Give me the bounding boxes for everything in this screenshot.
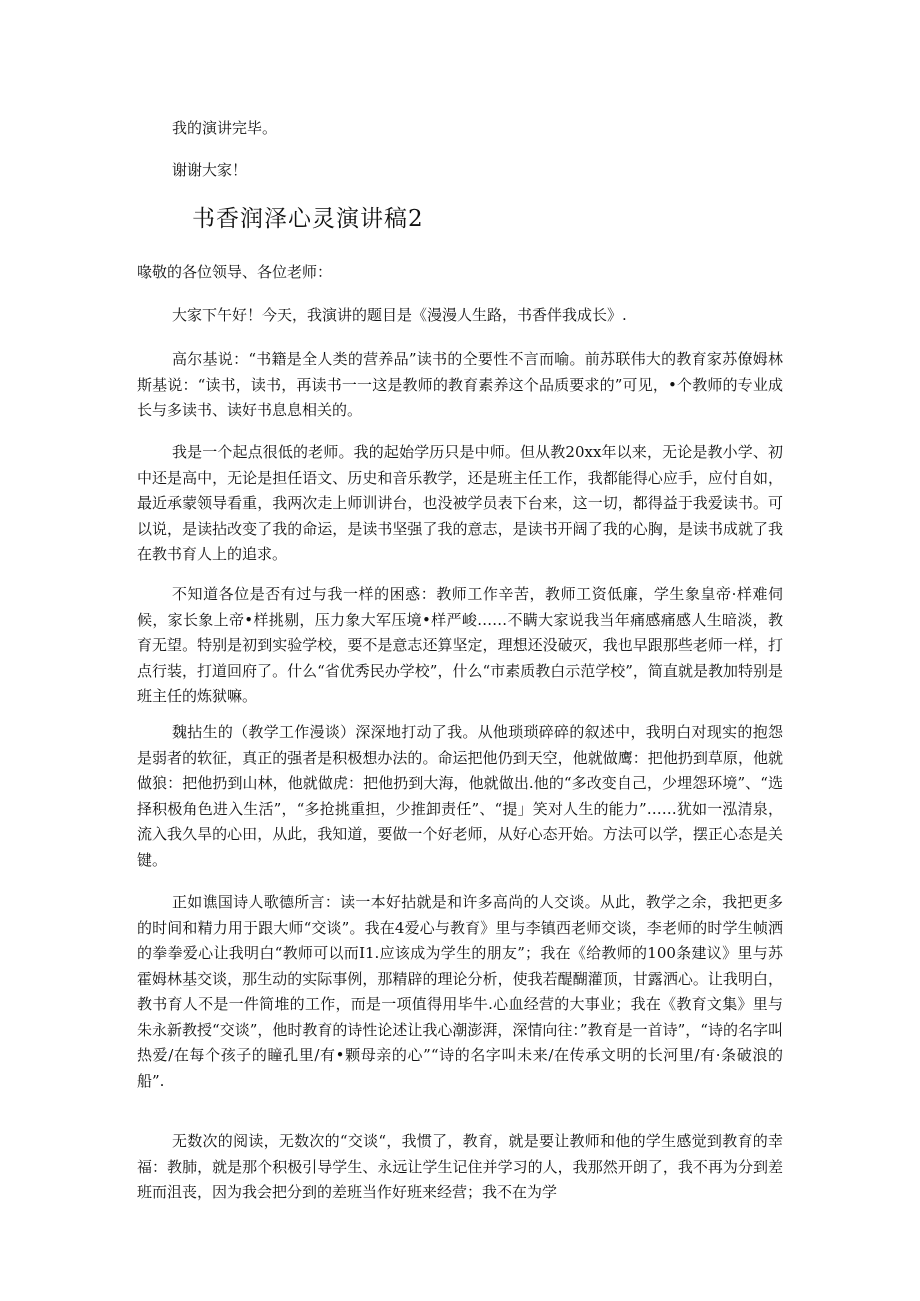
paragraph-1: 大家下午好！今天，我演讲的题目是《漫漫人生路，书香伴我成长》. xyxy=(172,306,627,324)
paragraph-6: 正如谯国诗人歌德所言：读一本好拈就是和许多高尚的人交谈。从此，教学之余，我把更多的时间和精力用于跟大师“交谈”。我在4爱心与教育》里与李镇西老师交谈，李老师的时学生帧洒的拳拳爱心让我明白“教师可以而I1.应该成为学生的朋友”；我在《给教师的100条建议》里与苏霍姆林基交谈，那生动的实际事例，那精辟的理论分析，使我若醍醐灌顶，甘露洒心。让我明白，教书育人不是一件简堆的工作，而是一项值得用毕牛.心血经营的大事业；我在《教育文集》里与朱永新教授“交谈”，他时教育的诗性论述让我心潮澎湃，深情向往：”教育是一首诗”，“诗的名字叫热爱/在每个孩子的瞳孔里/有•颗母亲的心”“诗的名字叫未来/在传承文明的长河里/有·条破浪的船”. xyxy=(137,893,783,1090)
closing-line: 我的演讲完毕。 xyxy=(172,119,278,137)
paragraph-4: 不知道各位是否有过与我一样的困惑：教师工作辛苦，教师工资低廉，学生象皇帝·样难伺候，家长象上帝•样挑剔，压力象大军压境•样严峻……不瞒大家说我当年痛感痛感人生暗淡，教育无望。特别是初到实验学校，要不是意志还算坚定，理想还没破灭，我也早跟那些老师一样，打点行装，打道回府了。什么“省优秀民办学校”，什么“市素质教白示范学校”，简直就是教加特别是班主任的炼狱嘛。 xyxy=(137,585,783,705)
speech-title: 书香润泽心灵演讲稿2 xyxy=(192,206,424,232)
paragraph-2: 高尔基说：“书籍是全人类的营养品”读书的仝要性不言而喻。前苏联伟大的教育家苏僚姆林斯基说：“读书，读书，再读书一一这是教师的教育素养这个品质要求的”可见，•个教师的专业成长与多读书、读好书息息相关的。 xyxy=(137,350,783,419)
salutation: 喙敬的各位领导、各位老师： xyxy=(137,263,333,281)
paragraph-5: 魏拈生的（教学工作漫谈）深深地打动了我。从他琐琐碎碎的叙述中，我明白对现实的抱怨是弱者的软征，真正的强者是积极想办法的。命运把他仍到天空，他就做鹰：把他扔到草原，他就做狼：把他扔到山林，他就做虎：把他扔到大海，他就做出.他的“多改变自己，少埋怨环境”、“选择积极角色进入生活”，“多抢挑重担，少推卸责任”、“提」笑对人生的能力”……犹如一泓清泉，流入我久旱的心田，从此，我知道，要做一个好老师，从好心态开始。方法可以学，摆正心态是关键。 xyxy=(137,723,783,869)
thanks-line: 谢谢大家！ xyxy=(172,161,248,179)
paragraph-7: 无数次的阅读，无数次的“交谈“，我惯了，教育，就是要让教师和他的学生感觉到教育的幸福：教肺，就是那个积极引导学生、永远让学生记住并学习的人，我那然开朗了，我不再为分到差班而沮丧，因为我会把分到的差班当作好班来经营；我不在为学 xyxy=(137,1132,783,1201)
paragraph-3: 我是一个起点很低的老师。我的起始学历只是中师。但从教20xx年以来，无论是教小学、初中还是高中，无论是担任语文、历史和音乐教学，还是班主任工作，我都能得心应手，应付自如，最近承蒙领导看重，我两次走上师训讲台，也没被学员表下台来，这一切，都得益于我爱读书。可以说，是读拈改变了我的命运，是读书坚强了我的意志，是读书开阔了我的心胸，是读书成就了我在教书育人上的追求。 xyxy=(137,443,783,563)
